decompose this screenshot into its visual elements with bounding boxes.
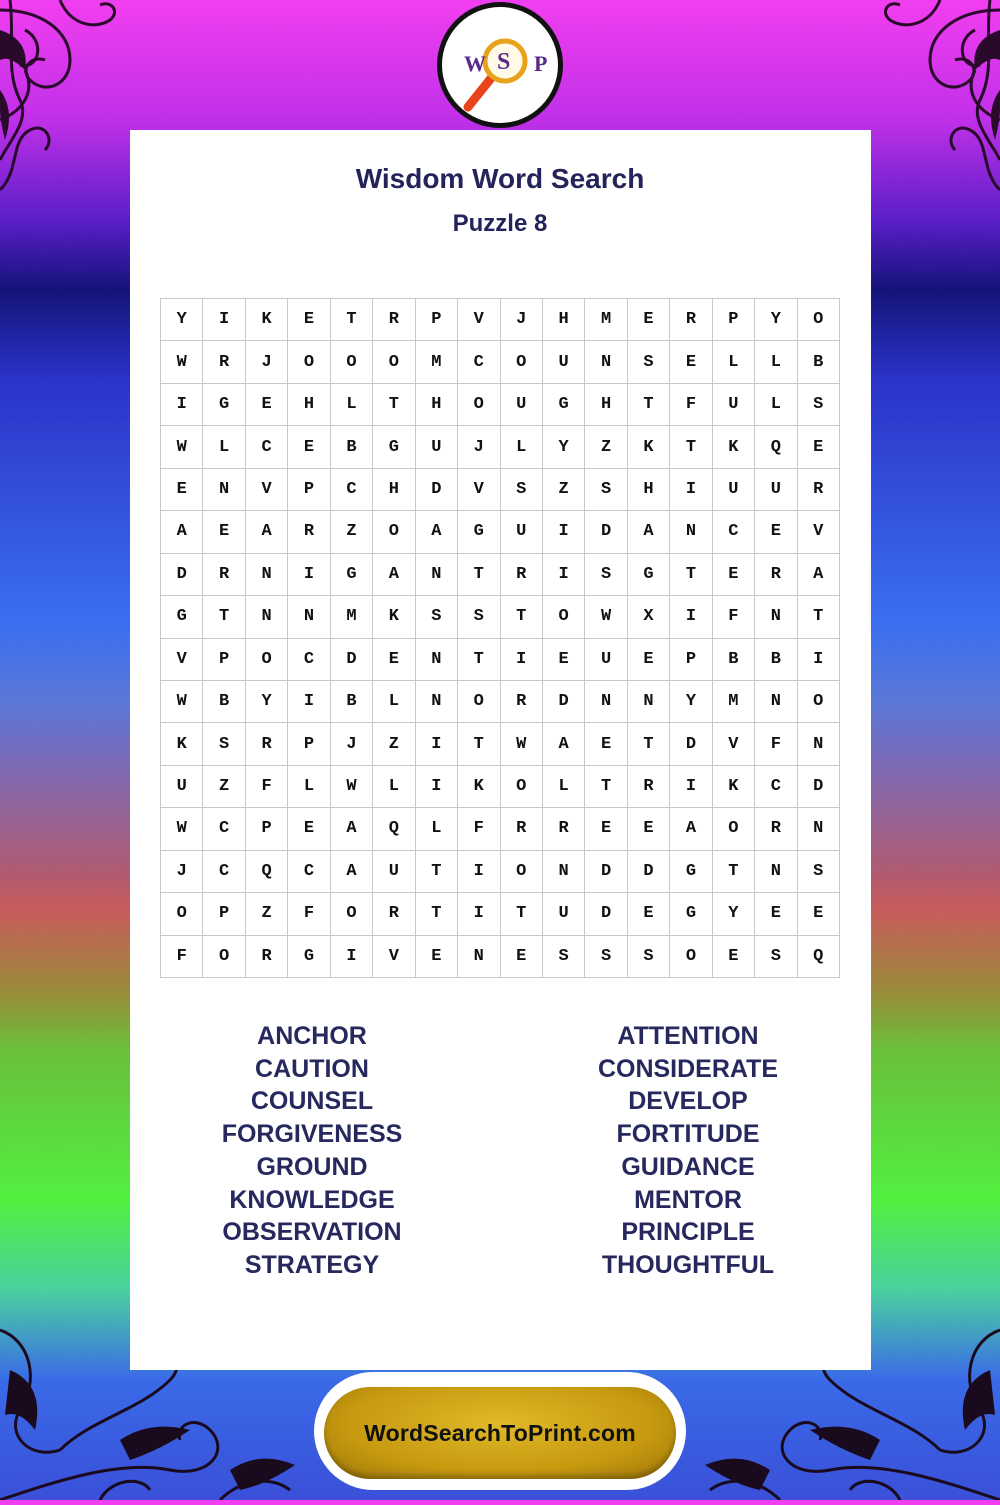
grid-cell[interactable]: D (585, 851, 627, 893)
grid-cell[interactable]: B (713, 639, 755, 681)
grid-cell[interactable]: E (628, 893, 670, 935)
grid-cell[interactable]: Y (713, 893, 755, 935)
grid-cell[interactable]: H (373, 469, 415, 511)
word-item: MENTOR (634, 1185, 742, 1214)
grid-cell[interactable]: L (416, 808, 458, 850)
grid-cell[interactable]: I (798, 639, 840, 681)
grid-cell[interactable]: R (246, 723, 288, 765)
letter-grid (160, 298, 840, 978)
grid-cell[interactable]: I (288, 554, 330, 596)
grid-cell[interactable]: D (543, 681, 585, 723)
word-item: GROUND (256, 1152, 368, 1181)
grid-cell[interactable]: N (416, 554, 458, 596)
grid-cell[interactable]: K (373, 596, 415, 638)
grid-cell[interactable]: L (543, 766, 585, 808)
grid-cell[interactable]: O (670, 936, 712, 978)
grid-cell[interactable]: S (798, 851, 840, 893)
grid-cell[interactable]: T (670, 426, 712, 468)
grid-cell[interactable]: U (501, 384, 543, 426)
grid-cell[interactable]: C (288, 639, 330, 681)
grid-cell[interactable]: K (713, 426, 755, 468)
grid-cell[interactable]: B (755, 639, 797, 681)
puzzle-subtitle: Puzzle 8 (452, 210, 548, 237)
grid-cell[interactable]: B (203, 681, 245, 723)
grid-cell[interactable]: W (161, 681, 203, 723)
grid-cell[interactable]: N (543, 851, 585, 893)
grid-cell[interactable]: R (203, 341, 245, 383)
grid-cell[interactable]: N (755, 596, 797, 638)
grid-cell[interactable]: Z (331, 511, 373, 553)
grid-cell[interactable]: S (585, 936, 627, 978)
grid-cell[interactable]: N (585, 341, 627, 383)
grid-cell[interactable]: P (203, 639, 245, 681)
grid-cell[interactable]: U (501, 511, 543, 553)
grid-cell[interactable]: N (585, 681, 627, 723)
grid-cell[interactable]: M (331, 596, 373, 638)
grid-cell[interactable]: K (458, 766, 500, 808)
grid-cell[interactable]: Z (373, 723, 415, 765)
grid-cell[interactable]: R (670, 299, 712, 341)
grid-cell[interactable]: O (331, 341, 373, 383)
grid-cell[interactable]: I (161, 384, 203, 426)
grid-cell[interactable]: C (246, 426, 288, 468)
grid-cell[interactable]: O (458, 384, 500, 426)
word-list-left (152, 1020, 472, 1282)
grid-cell[interactable]: E (713, 554, 755, 596)
grid-cell[interactable]: B (798, 341, 840, 383)
grid-cell[interactable]: O (458, 681, 500, 723)
grid-cell[interactable]: Q (798, 936, 840, 978)
grid-cell[interactable]: R (628, 766, 670, 808)
grid-cell[interactable]: R (203, 554, 245, 596)
grid-cell[interactable]: I (670, 596, 712, 638)
grid-cell[interactable]: T (458, 639, 500, 681)
grid-cell[interactable]: S (755, 936, 797, 978)
grid-cell[interactable]: F (288, 893, 330, 935)
grid-cell[interactable]: E (798, 426, 840, 468)
grid-cell[interactable]: R (373, 893, 415, 935)
grid-cell[interactable]: L (501, 426, 543, 468)
grid-cell[interactable]: M (585, 299, 627, 341)
grid-cell[interactable]: E (288, 808, 330, 850)
word-item: FORTITUDE (616, 1120, 760, 1149)
grid-cell[interactable]: L (331, 384, 373, 426)
grid-cell[interactable]: N (416, 639, 458, 681)
grid-cell[interactable]: N (798, 808, 840, 850)
grid-cell[interactable]: K (246, 299, 288, 341)
grid-cell[interactable]: O (373, 341, 415, 383)
grid-cell[interactable]: U (755, 469, 797, 511)
grid-cell[interactable]: U (585, 639, 627, 681)
magnifier-logo-icon (442, 7, 558, 123)
grid-cell[interactable]: P (288, 469, 330, 511)
grid-cell[interactable]: O (246, 639, 288, 681)
grid-cell[interactable]: R (246, 936, 288, 978)
grid-cell[interactable]: W (161, 426, 203, 468)
grid-cell[interactable]: T (585, 766, 627, 808)
grid-cell[interactable]: Y (670, 681, 712, 723)
grid-cell[interactable]: I (670, 766, 712, 808)
word-item: ANCHOR (257, 1022, 367, 1050)
grid-cell[interactable]: E (798, 893, 840, 935)
grid-cell[interactable]: S (458, 596, 500, 638)
word-item: KNOWLEDGE (229, 1185, 395, 1214)
grid-cell[interactable]: E (670, 341, 712, 383)
grid-cell[interactable]: O (798, 681, 840, 723)
word-item: ATTENTION (617, 1022, 759, 1050)
grid-cell[interactable]: W (161, 341, 203, 383)
grid-cell[interactable]: R (543, 808, 585, 850)
grid-cell[interactable]: T (331, 299, 373, 341)
grid-cell[interactable]: U (416, 426, 458, 468)
grid-cell[interactable]: G (670, 893, 712, 935)
grid-cell[interactable]: H (628, 469, 670, 511)
grid-cell[interactable]: O (331, 893, 373, 935)
grid-cell[interactable]: C (203, 851, 245, 893)
grid-cell[interactable]: T (203, 596, 245, 638)
word-item: DEVELOP (628, 1087, 748, 1116)
grid-cell[interactable]: M (416, 341, 458, 383)
grid-cell[interactable]: A (161, 511, 203, 553)
grid-cell[interactable]: T (713, 851, 755, 893)
grid-cell[interactable]: O (798, 299, 840, 341)
grid-cell[interactable]: N (755, 851, 797, 893)
grid-cell[interactable]: A (670, 808, 712, 850)
grid-cell[interactable]: F (755, 723, 797, 765)
grid-cell[interactable]: W (585, 596, 627, 638)
grid-cell[interactable]: G (331, 554, 373, 596)
grid-cell[interactable]: O (203, 936, 245, 978)
grid-cell[interactable]: U (543, 341, 585, 383)
grid-cell[interactable]: R (288, 511, 330, 553)
grid-cell[interactable]: I (416, 766, 458, 808)
word-item: CAUTION (255, 1054, 369, 1083)
grid-cell[interactable]: D (416, 469, 458, 511)
grid-cell[interactable]: N (628, 681, 670, 723)
grid-cell[interactable]: W (501, 723, 543, 765)
grid-cell[interactable]: Y (543, 426, 585, 468)
grid-cell[interactable]: G (458, 511, 500, 553)
grid-cell[interactable]: S (798, 384, 840, 426)
grid-cell[interactable]: I (203, 299, 245, 341)
grid-cell[interactable]: J (458, 426, 500, 468)
grid-cell[interactable]: A (798, 554, 840, 596)
grid-cell[interactable]: I (501, 639, 543, 681)
grid-cell[interactable]: E (585, 723, 627, 765)
grid-cell[interactable]: N (755, 681, 797, 723)
grid-cell[interactable]: J (161, 851, 203, 893)
grid-cell[interactable]: O (161, 893, 203, 935)
grid-cell[interactable]: T (670, 554, 712, 596)
grid-cell[interactable]: G (373, 426, 415, 468)
grid-cell[interactable]: I (670, 469, 712, 511)
grid-cell[interactable]: K (628, 426, 670, 468)
grid-cell[interactable]: E (246, 384, 288, 426)
grid-cell[interactable]: N (798, 723, 840, 765)
grid-cell[interactable]: D (670, 723, 712, 765)
grid-cell[interactable]: P (288, 723, 330, 765)
grid-cell[interactable]: O (501, 851, 543, 893)
grid-cell[interactable]: A (373, 554, 415, 596)
grid-cell[interactable]: T (373, 384, 415, 426)
grid-cell[interactable]: C (288, 851, 330, 893)
grid-cell[interactable]: G (670, 851, 712, 893)
grid-cell[interactable]: I (331, 936, 373, 978)
grid-cell[interactable]: W (331, 766, 373, 808)
grid-cell[interactable]: G (543, 384, 585, 426)
grid-cell[interactable]: R (798, 469, 840, 511)
grid-cell[interactable]: N (288, 596, 330, 638)
grid-cell[interactable]: T (798, 596, 840, 638)
grid-cell[interactable]: G (288, 936, 330, 978)
word-item: THOUGHTFUL (601, 1250, 775, 1279)
grid-cell[interactable]: S (543, 936, 585, 978)
logo (437, 2, 563, 128)
grid-cell[interactable]: E (713, 936, 755, 978)
grid-cell[interactable]: N (246, 596, 288, 638)
grid-cell[interactable]: U (713, 384, 755, 426)
grid-cell[interactable]: E (288, 426, 330, 468)
grid-cell[interactable]: D (585, 893, 627, 935)
grid-cell[interactable]: A (246, 511, 288, 553)
grid-cell[interactable]: E (628, 299, 670, 341)
grid-cell[interactable]: R (755, 554, 797, 596)
grid-cell[interactable]: T (416, 851, 458, 893)
grid-cell[interactable]: E (585, 808, 627, 850)
grid-cell[interactable]: E (288, 299, 330, 341)
grid-cell[interactable]: F (246, 766, 288, 808)
grid-cell[interactable]: V (458, 469, 500, 511)
grid-cell[interactable]: S (416, 596, 458, 638)
grid-cell[interactable]: F (670, 384, 712, 426)
website-link-button[interactable]: WordSearchToPrint.com (324, 1387, 676, 1479)
grid-cell[interactable]: I (543, 554, 585, 596)
grid-cell[interactable]: F (713, 596, 755, 638)
grid-cell[interactable]: M (713, 681, 755, 723)
grid-cell[interactable]: O (713, 808, 755, 850)
grid-cell[interactable]: S (585, 554, 627, 596)
page-title: Wisdom Word Search (355, 163, 645, 194)
grid-cell[interactable]: L (288, 766, 330, 808)
grid-cell[interactable]: H (543, 299, 585, 341)
grid-cell[interactable]: P (713, 299, 755, 341)
grid-cell[interactable]: L (755, 384, 797, 426)
word-list-right (528, 1020, 848, 1282)
grid-cell[interactable]: T (628, 723, 670, 765)
grid-cell[interactable]: D (628, 851, 670, 893)
grid-cell[interactable]: E (628, 639, 670, 681)
grid-cell[interactable]: L (755, 341, 797, 383)
grid-cell[interactable]: E (416, 936, 458, 978)
grid-cell[interactable]: H (288, 384, 330, 426)
grid-cell[interactable]: B (331, 681, 373, 723)
grid-cell[interactable]: U (713, 469, 755, 511)
grid-cell[interactable]: E (628, 808, 670, 850)
grid-cell[interactable]: J (246, 341, 288, 383)
grid-cell[interactable]: V (373, 936, 415, 978)
grid-cell[interactable]: A (543, 723, 585, 765)
grid-cell[interactable]: L (373, 681, 415, 723)
word-item: PRINCIPLE (621, 1218, 755, 1247)
grid-cell[interactable]: Y (161, 299, 203, 341)
grid-cell[interactable]: O (501, 341, 543, 383)
grid-cell[interactable]: V (458, 299, 500, 341)
grid-cell[interactable]: H (416, 384, 458, 426)
word-item: STRATEGY (244, 1250, 380, 1279)
grid-cell[interactable]: I (458, 893, 500, 935)
grid-cell[interactable]: E (755, 511, 797, 553)
grid-cell[interactable]: I (543, 511, 585, 553)
grid-cell[interactable]: O (501, 766, 543, 808)
grid-cell[interactable]: D (331, 639, 373, 681)
grid-cell[interactable]: P (246, 808, 288, 850)
grid-cell[interactable]: U (543, 893, 585, 935)
grid-cell[interactable]: K (161, 723, 203, 765)
grid-cell[interactable]: P (670, 639, 712, 681)
grid-cell[interactable]: K (713, 766, 755, 808)
grid-cell[interactable]: D (798, 766, 840, 808)
grid-cell[interactable]: O (543, 596, 585, 638)
grid-cell[interactable]: T (458, 723, 500, 765)
grid-cell[interactable]: Y (246, 681, 288, 723)
grid-cell[interactable]: E (373, 639, 415, 681)
grid-cell[interactable]: C (458, 341, 500, 383)
grid-cell[interactable]: J (331, 723, 373, 765)
grid-cell[interactable]: L (713, 341, 755, 383)
grid-cell[interactable]: C (331, 469, 373, 511)
logo-letter-p: P (534, 51, 548, 76)
grid-cell[interactable]: D (161, 554, 203, 596)
grid-cell[interactable]: S (628, 341, 670, 383)
grid-cell[interactable]: F (161, 936, 203, 978)
grid-cell[interactable]: I (288, 681, 330, 723)
grid-cell[interactable]: L (203, 426, 245, 468)
grid-cell[interactable]: Z (543, 469, 585, 511)
word-item: CONSIDERATE (597, 1054, 779, 1083)
grid-cell[interactable]: B (331, 426, 373, 468)
grid-cell[interactable]: F (458, 808, 500, 850)
grid-cell[interactable]: V (713, 723, 755, 765)
logo-letter-w: W (464, 51, 486, 76)
word-item: GUIDANCE (621, 1152, 755, 1181)
grid-cell[interactable]: R (501, 554, 543, 596)
grid-cell[interactable]: A (331, 851, 373, 893)
grid-cell[interactable]: E (161, 469, 203, 511)
word-item: OBSERVATION (222, 1218, 402, 1247)
grid-cell[interactable]: R (373, 299, 415, 341)
grid-cell[interactable]: C (713, 511, 755, 553)
grid-cell[interactable]: S (203, 723, 245, 765)
grid-cell[interactable]: A (416, 511, 458, 553)
grid-cell[interactable]: T (501, 596, 543, 638)
grid-cell[interactable]: E (203, 511, 245, 553)
grid-cell[interactable]: C (755, 766, 797, 808)
grid-cell[interactable]: W (161, 808, 203, 850)
grid-cell[interactable]: U (161, 766, 203, 808)
grid-cell[interactable]: G (203, 384, 245, 426)
grid-cell[interactable]: R (501, 681, 543, 723)
grid-cell[interactable]: Q (373, 808, 415, 850)
grid-cell[interactable]: Z (203, 766, 245, 808)
grid-cell[interactable]: H (585, 384, 627, 426)
grid-cell[interactable]: E (501, 936, 543, 978)
grid-cell[interactable]: S (628, 936, 670, 978)
grid-cell[interactable]: N (246, 554, 288, 596)
grid-cell[interactable]: P (416, 299, 458, 341)
logo-letter-s: S (497, 49, 511, 75)
grid-cell[interactable]: D (585, 511, 627, 553)
grid-cell[interactable]: Y (755, 299, 797, 341)
grid-cell[interactable]: E (755, 893, 797, 935)
grid-cell[interactable]: V (161, 639, 203, 681)
grid-cell[interactable]: P (203, 893, 245, 935)
grid-cell[interactable]: N (416, 681, 458, 723)
grid-cell[interactable]: U (373, 851, 415, 893)
grid-cell[interactable]: Q (246, 851, 288, 893)
word-item: COUNSEL (250, 1087, 374, 1116)
grid-cell[interactable]: V (798, 511, 840, 553)
grid-cell[interactable]: Z (246, 893, 288, 935)
grid-cell[interactable]: I (458, 851, 500, 893)
grid-cell[interactable]: Q (755, 426, 797, 468)
grid-cell[interactable]: A (628, 511, 670, 553)
grid-cell[interactable]: A (331, 808, 373, 850)
grid-cell[interactable]: N (203, 469, 245, 511)
grid-cell[interactable]: C (203, 808, 245, 850)
grid-cell[interactable]: N (670, 511, 712, 553)
grid-cell[interactable]: Z (585, 426, 627, 468)
grid-cell[interactable]: N (458, 936, 500, 978)
grid-cell[interactable]: E (543, 639, 585, 681)
grid-cell[interactable]: X (628, 596, 670, 638)
grid-cell[interactable]: T (628, 384, 670, 426)
grid-cell[interactable]: T (416, 893, 458, 935)
grid-cell[interactable]: R (755, 808, 797, 850)
grid-cell[interactable]: O (373, 511, 415, 553)
grid-cell[interactable]: J (501, 299, 543, 341)
grid-cell[interactable]: S (501, 469, 543, 511)
word-item: FORGIVENESS (221, 1120, 403, 1149)
grid-cell[interactable]: L (373, 766, 415, 808)
grid-cell[interactable]: T (458, 554, 500, 596)
grid-cell[interactable]: I (416, 723, 458, 765)
grid-cell[interactable]: V (246, 469, 288, 511)
grid-cell[interactable]: T (501, 893, 543, 935)
grid-cell[interactable]: G (628, 554, 670, 596)
grid-cell[interactable]: S (585, 469, 627, 511)
grid-cell[interactable]: G (161, 596, 203, 638)
grid-cell[interactable]: O (288, 341, 330, 383)
grid-cell[interactable]: R (501, 808, 543, 850)
